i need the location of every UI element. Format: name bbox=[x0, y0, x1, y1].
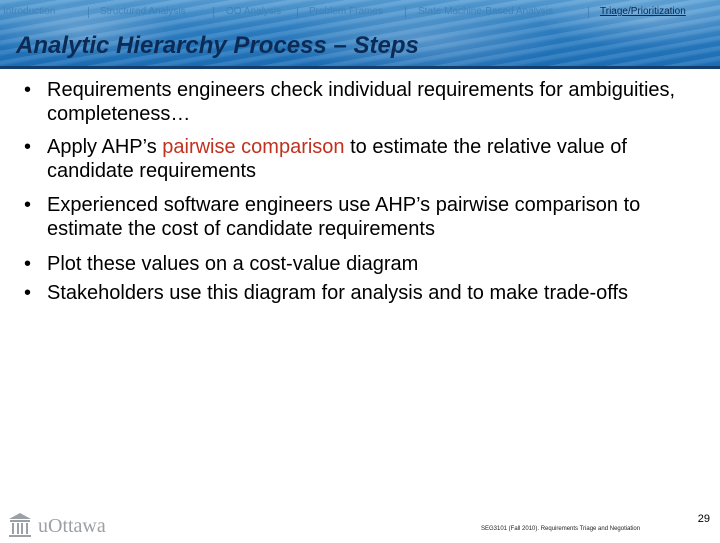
slide-title: Analytic Hierarchy Process – Steps bbox=[16, 32, 419, 59]
header-banner bbox=[0, 0, 720, 68]
university-building-icon bbox=[8, 512, 32, 538]
bullet-icon: • bbox=[24, 194, 32, 216]
page-number: 29 bbox=[697, 513, 710, 525]
highlighted-term: pairwise comparison bbox=[162, 136, 345, 158]
nav-item-introduction[interactable]: Introduction bbox=[3, 6, 56, 17]
bullet-icon: • bbox=[24, 79, 32, 101]
nav-divider bbox=[88, 7, 89, 18]
nav-item-problem-frames[interactable]: Problem Frames bbox=[309, 6, 383, 17]
bullet-text: Plot these values on a cost-value diagram bbox=[47, 253, 419, 275]
bullet-text: to estimate the relative value of candidate requirements bbox=[47, 136, 627, 182]
nav-item-structured-analysis[interactable]: Structured Analysis bbox=[100, 6, 186, 17]
bullet-text: Requirements engineers check individual requirements for ambiguities, completeness… bbox=[47, 79, 676, 125]
logo-text: uOttawa bbox=[38, 515, 106, 537]
bullet-icon: • bbox=[24, 253, 32, 275]
nav-divider bbox=[588, 7, 589, 18]
bullet-icon: • bbox=[24, 136, 32, 158]
nav-item-triage-prioritization[interactable]: Triage/Prioritization bbox=[600, 6, 686, 17]
nav-divider bbox=[405, 7, 406, 18]
bullet-icon: • bbox=[24, 282, 32, 304]
nav-divider bbox=[297, 7, 298, 18]
bullet-text: Stakeholders use this diagram for analysis and to make trade-offs bbox=[47, 282, 629, 304]
bullet-item bbox=[47, 252, 715, 276]
bullet-item bbox=[47, 135, 715, 183]
bullet-text: Apply AHP’s bbox=[47, 136, 163, 158]
bullet-item bbox=[47, 78, 715, 126]
bullet-item bbox=[47, 281, 715, 305]
nav-divider bbox=[213, 7, 214, 18]
footer-course-info: SEG3101 (Fall 2010). Requirements Triage and Negotiation bbox=[481, 526, 641, 532]
title-divider bbox=[0, 66, 720, 69]
top-navigation bbox=[0, 5, 720, 21]
bullet-item bbox=[47, 193, 715, 241]
nav-item-oo-analysis[interactable]: OO Analysis bbox=[226, 6, 282, 17]
nav-item-state-machine-analysis[interactable]: State Machine-Based Analysis bbox=[418, 6, 554, 17]
bullet-text: Experienced software engineers use AHP’s pairwise comparison to estimate the cost of candidate requirements bbox=[47, 194, 641, 240]
uottawa-logo bbox=[8, 512, 128, 538]
